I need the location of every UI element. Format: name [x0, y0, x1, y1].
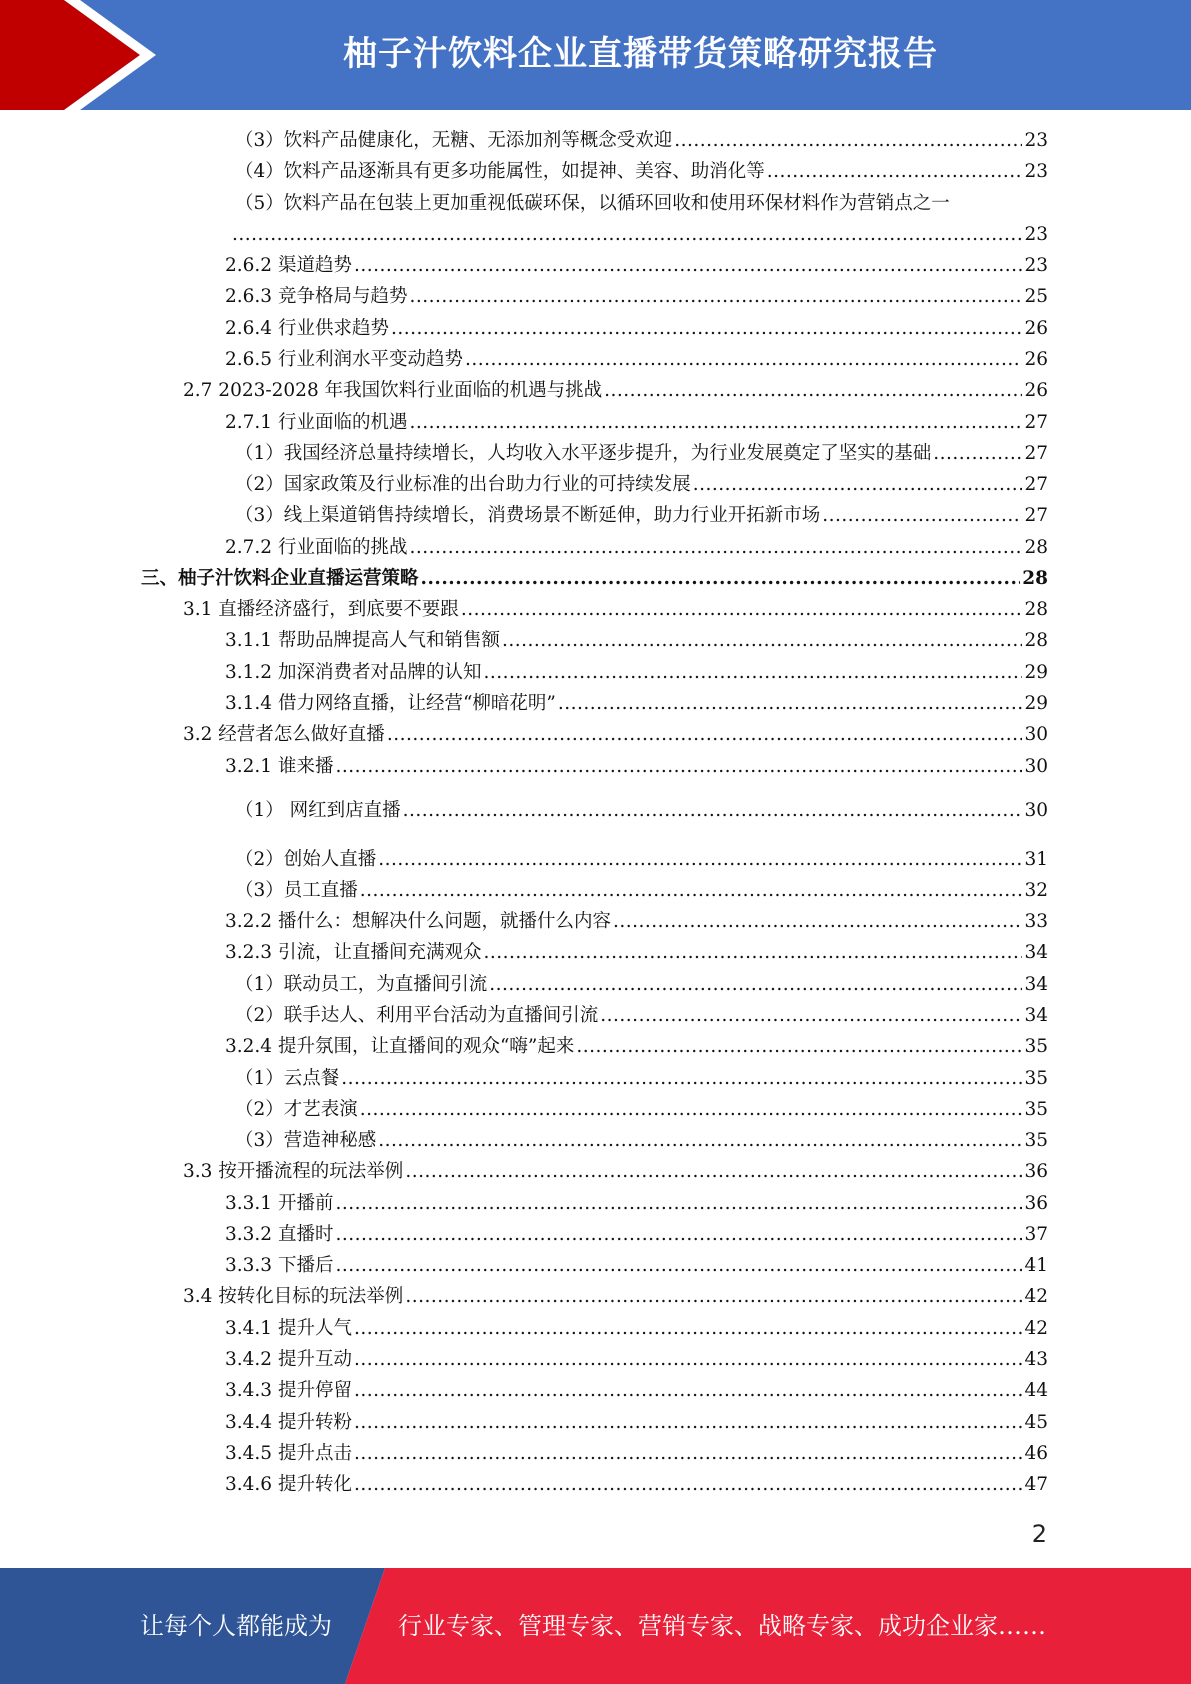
- toc-entry-title: （5）饮料产品在包装上更加重视低碳环保，以循环回收和使用环保材料作为营销点之一: [235, 193, 950, 214]
- toc-leader-dots: [604, 378, 1022, 404]
- toc-entry-title: 3.4.1 提升人气: [225, 1318, 352, 1339]
- toc-leader-dots: [354, 1347, 1023, 1373]
- toc-entry-title: （1）我国经济总量持续增长，人均收入水平逐步提升，为行业发展奠定了坚实的基础: [235, 443, 932, 464]
- toc-entry[interactable]: [225, 1472, 1048, 1498]
- toc-entry[interactable]: [235, 472, 1048, 498]
- toc-leader-dots: [600, 1003, 1022, 1029]
- toc-entry-page: 35: [1024, 1130, 1048, 1151]
- toc-entry[interactable]: [235, 878, 1048, 904]
- toc-entry[interactable]: [225, 284, 1048, 310]
- toc-entry-title: （3）员工直播: [235, 880, 358, 901]
- toc-leader-dots: [483, 660, 1022, 686]
- toc-entry[interactable]: [225, 1316, 1048, 1342]
- toc-entry-title: 3.4.2 提升互动: [225, 1349, 352, 1370]
- toc-entry-page: 27: [1024, 412, 1048, 433]
- toc-entry-page: 37: [1024, 1224, 1048, 1245]
- toc-entry[interactable]: [225, 909, 1048, 935]
- toc-leader-dots: [465, 347, 1022, 373]
- toc-entry-page: 25: [1024, 286, 1048, 307]
- toc-entry[interactable]: [225, 1222, 1048, 1248]
- toc-leader-dots: [558, 691, 1023, 717]
- toc-entry[interactable]: [141, 566, 1048, 592]
- toc-entry-title: （2）国家政策及行业标准的出台助力行业的可持续发展: [235, 474, 691, 495]
- toc-entry[interactable]: [225, 410, 1048, 436]
- toc-entry-page: 36: [1024, 1193, 1048, 1214]
- toc-leader-dots: [405, 1284, 1022, 1310]
- toc-entry-page: 28: [1022, 568, 1048, 589]
- toc-entry[interactable]: [235, 798, 1048, 824]
- toc-entry[interactable]: [225, 347, 1048, 373]
- toc-entry[interactable]: [225, 1441, 1048, 1467]
- toc-entry-page: 36: [1024, 1161, 1048, 1182]
- toc-entry-title: 3.2.3 引流，让直播间充满观众: [225, 942, 482, 963]
- toc-leader-dots: [354, 1378, 1023, 1404]
- toc-entry-title: 3.4.3 提升停留: [225, 1380, 352, 1401]
- toc-entry-page: 41: [1024, 1255, 1048, 1276]
- toc-leader-dots: [354, 1441, 1023, 1467]
- toc-entry-title: （2）联手达人、利用平台活动为直播间引流: [235, 1005, 599, 1026]
- toc-entry[interactable]: [225, 660, 1048, 686]
- toc-entry-title: 3.3 按开播流程的玩法举例: [183, 1161, 404, 1182]
- toc-entry[interactable]: [230, 222, 1048, 248]
- toc-entry[interactable]: [235, 1097, 1048, 1123]
- toc-entry-title: （3）饮料产品健康化，无糖、无添加剂等概念受欢迎: [235, 130, 673, 151]
- toc-leader-dots: [674, 128, 1022, 154]
- toc-entry-title: 2.6.4 行业供求趋势: [225, 318, 389, 339]
- toc-entry[interactable]: [235, 128, 1048, 154]
- toc-entry-title: 3.3.2 直播时: [225, 1224, 334, 1245]
- toc-entry-page: 42: [1024, 1286, 1048, 1307]
- toc-entry[interactable]: [225, 940, 1048, 966]
- toc-leader-dots: [335, 754, 1022, 780]
- toc-entry[interactable]: [235, 847, 1048, 873]
- toc-entry[interactable]: [225, 628, 1048, 654]
- page-header: [0, 0, 1191, 110]
- toc-entry-title: 3.4.5 提升点击: [225, 1443, 352, 1464]
- toc-entry-page: 42: [1024, 1318, 1048, 1339]
- toc-entry[interactable]: [183, 378, 1048, 404]
- toc-entry-page: 29: [1024, 693, 1048, 714]
- toc-leader-dots: [576, 1034, 1022, 1060]
- toc-entry-page: 44: [1024, 1380, 1048, 1401]
- toc-leader-dots: [360, 1097, 1023, 1123]
- footer-slogan-left: 让每个人都能成为: [140, 1612, 332, 1640]
- toc-leader-dots: [378, 1128, 1022, 1154]
- toc-entry-page: 23: [1024, 255, 1048, 276]
- toc-leader-dots: [354, 253, 1023, 279]
- toc-entry-title: 3.1.4 借力网络直播，让经营“柳暗花明”: [225, 693, 556, 714]
- toc-entry-title: 2.7.1 行业面临的机遇: [225, 412, 408, 433]
- page-footer: [0, 1568, 1191, 1684]
- toc-entry-page: 45: [1024, 1412, 1048, 1433]
- toc-entry-page: 27: [1024, 474, 1048, 495]
- toc-entry-title: 3.4.4 提升转粉: [225, 1412, 352, 1433]
- toc-entry-title: 3.4 按转化目标的玩法举例: [183, 1286, 404, 1307]
- toc-entry-page: 35: [1024, 1068, 1048, 1089]
- toc-entry-title: 2.6.2 渠道趋势: [225, 255, 352, 276]
- toc-leader-dots: [387, 722, 1023, 748]
- toc-entry-page: 33: [1024, 911, 1048, 932]
- toc-entry-page: 29: [1024, 662, 1048, 683]
- toc-leader-dots: [354, 1410, 1023, 1436]
- toc-leader-dots: [391, 316, 1022, 342]
- toc-leader-dots: [489, 972, 1022, 998]
- toc-entry-page: 23: [1024, 224, 1048, 245]
- toc-entry-page: 27: [1024, 443, 1048, 464]
- toc-entry-title: 3.1 直播经济盛行，到底要不要跟: [183, 599, 459, 620]
- toc-leader-dots: [461, 597, 1023, 623]
- toc-entry-title: （3）营造神秘感: [235, 1130, 377, 1151]
- toc-entry[interactable]: [225, 1347, 1048, 1373]
- toc-leader-dots: [502, 628, 1022, 654]
- toc-entry[interactable]: [235, 972, 1048, 998]
- toc-entry-page: 27: [1024, 505, 1048, 526]
- toc-leader-dots: [421, 566, 1021, 592]
- toc-entry-page: 32: [1024, 880, 1048, 901]
- toc-entry[interactable]: [235, 159, 1048, 185]
- toc-entry-page: 30: [1024, 800, 1048, 821]
- toc-entry-page: 28: [1024, 537, 1048, 558]
- toc-entry-title: （1）云点餐: [235, 1068, 340, 1089]
- toc-entry-title: 3.3.3 下播后: [225, 1255, 334, 1276]
- toc-entry[interactable]: [235, 1128, 1048, 1154]
- toc-entry-page: 26: [1024, 318, 1048, 339]
- toc-entry[interactable]: [183, 722, 1048, 748]
- toc-leader-dots: [403, 798, 1023, 824]
- toc-entry-page: 35: [1024, 1036, 1048, 1057]
- report-title: 柚子汁饮料企业直播带货策略研究报告: [343, 34, 938, 74]
- toc-entry-title: 3.4.6 提升转化: [225, 1474, 352, 1495]
- toc-leader-dots: [933, 441, 1022, 467]
- toc-leader-dots: [341, 1066, 1022, 1092]
- toc-leader-dots: [693, 472, 1023, 498]
- toc-entry[interactable]: [235, 1066, 1048, 1092]
- toc-entry-page: 23: [1024, 130, 1048, 151]
- toc-entry-page: 23: [1024, 161, 1048, 182]
- toc-leader-dots: [335, 1222, 1022, 1248]
- toc-entry-page: 30: [1024, 724, 1048, 745]
- toc-entry-title: （1）联动员工，为直播间引流: [235, 974, 488, 995]
- toc-entry[interactable]: [225, 316, 1048, 342]
- toc-entry-page: 34: [1024, 942, 1048, 963]
- toc-entry-page: 47: [1024, 1474, 1048, 1495]
- toc-entry[interactable]: [225, 691, 1048, 717]
- toc-leader-dots: [613, 909, 1022, 935]
- toc-leader-dots: [405, 1159, 1022, 1185]
- toc-entry-title: 2.6.5 行业利润水平变动趋势: [225, 349, 463, 370]
- toc-entry-title: （1） 网红到店直播: [235, 800, 401, 821]
- toc-leader-dots: [378, 847, 1022, 873]
- toc-entry-page: 31: [1024, 849, 1048, 870]
- toc-entry-title: （2）创始人直播: [235, 849, 377, 870]
- toc-entry-title: 3.2.1 谁来播: [225, 756, 334, 777]
- toc-entry[interactable]: [183, 1284, 1048, 1310]
- toc-entry-title: 3.1.1 帮助品牌提高人气和销售额: [225, 630, 500, 651]
- toc-entry-title: 三、柚子汁饮料企业直播运营策略: [141, 568, 419, 589]
- toc-entry-page: 26: [1024, 380, 1048, 401]
- toc-entry[interactable]: [225, 253, 1048, 279]
- toc-entry-page: 34: [1024, 974, 1048, 995]
- toc-entry-title: （3）线上渠道销售持续增长，消费场景不断延伸，助力行业开拓新市场: [235, 505, 821, 526]
- toc-entry-title: 3.2 经营者怎么做好直播: [183, 724, 385, 745]
- toc-entry-page: 43: [1024, 1349, 1048, 1370]
- toc-entry[interactable]: [235, 503, 1048, 529]
- toc-leader-dots: [767, 159, 1023, 185]
- toc-entry[interactable]: [183, 1159, 1048, 1185]
- toc-entry-title: 2.7 2023-2028 年我国饮料行业面临的机遇与挑战: [183, 380, 603, 401]
- toc-entry[interactable]: [183, 597, 1048, 623]
- toc-leader-dots: [360, 878, 1023, 904]
- toc-entry[interactable]: [225, 1191, 1048, 1217]
- toc-leader-dots: [409, 284, 1022, 310]
- toc-entry-title: 2.6.3 竞争格局与趋势: [225, 286, 408, 307]
- toc-leader-dots: [354, 1472, 1023, 1498]
- toc-entry[interactable]: [235, 441, 1048, 467]
- toc-leader-dots: [335, 1191, 1022, 1217]
- toc-entry-page: 26: [1024, 349, 1048, 370]
- footer-slogan-right: 行业专家、管理专家、营销专家、战略专家、成功企业家……: [398, 1612, 1046, 1640]
- toc-leader-dots: [409, 410, 1022, 436]
- toc-leader-dots: [354, 1316, 1023, 1342]
- toc-leader-dots: [822, 503, 1022, 529]
- toc-entry-page: 28: [1024, 630, 1048, 651]
- toc-leader-dots: [409, 535, 1022, 561]
- toc-entry[interactable]: [225, 754, 1048, 780]
- toc-entry-title: 3.2.4 提升氛围，让直播间的观众“嗨”起来: [225, 1036, 575, 1057]
- toc-entry-title: 2.7.2 行业面临的挑战: [225, 537, 408, 558]
- toc-entry-page: 34: [1024, 1005, 1048, 1026]
- toc-entry[interactable]: [225, 1410, 1048, 1436]
- toc-entry-title: 3.1.2 加深消费者对品牌的认知: [225, 662, 482, 683]
- toc-entry-page: 35: [1024, 1099, 1048, 1120]
- toc-entry[interactable]: [225, 535, 1048, 561]
- toc-entry-page: 46: [1024, 1443, 1048, 1464]
- toc-entry-title: （2）才艺表演: [235, 1099, 358, 1120]
- toc-entry-title: 3.2.2 播什么：想解决什么问题，就播什么内容: [225, 911, 611, 932]
- toc-entry[interactable]: [225, 1034, 1048, 1060]
- toc-entry[interactable]: [235, 1003, 1048, 1029]
- page-number: 2: [1031, 1520, 1047, 1548]
- toc-entry-page: 30: [1024, 756, 1048, 777]
- toc-entry[interactable]: [225, 1253, 1048, 1279]
- toc-leader-dots: [335, 1253, 1022, 1279]
- toc-entry[interactable]: [225, 1378, 1048, 1404]
- toc-entry-title: 3.3.1 开播前: [225, 1193, 334, 1214]
- toc-entry-page: 28: [1024, 599, 1048, 620]
- toc-entry[interactable]: [235, 191, 1048, 217]
- toc-entry-title: （4）饮料产品逐渐具有更多功能属性，如提神、美容、助消化等: [235, 161, 765, 182]
- toc-leader-dots: [232, 222, 1022, 248]
- toc-leader-dots: [483, 940, 1022, 966]
